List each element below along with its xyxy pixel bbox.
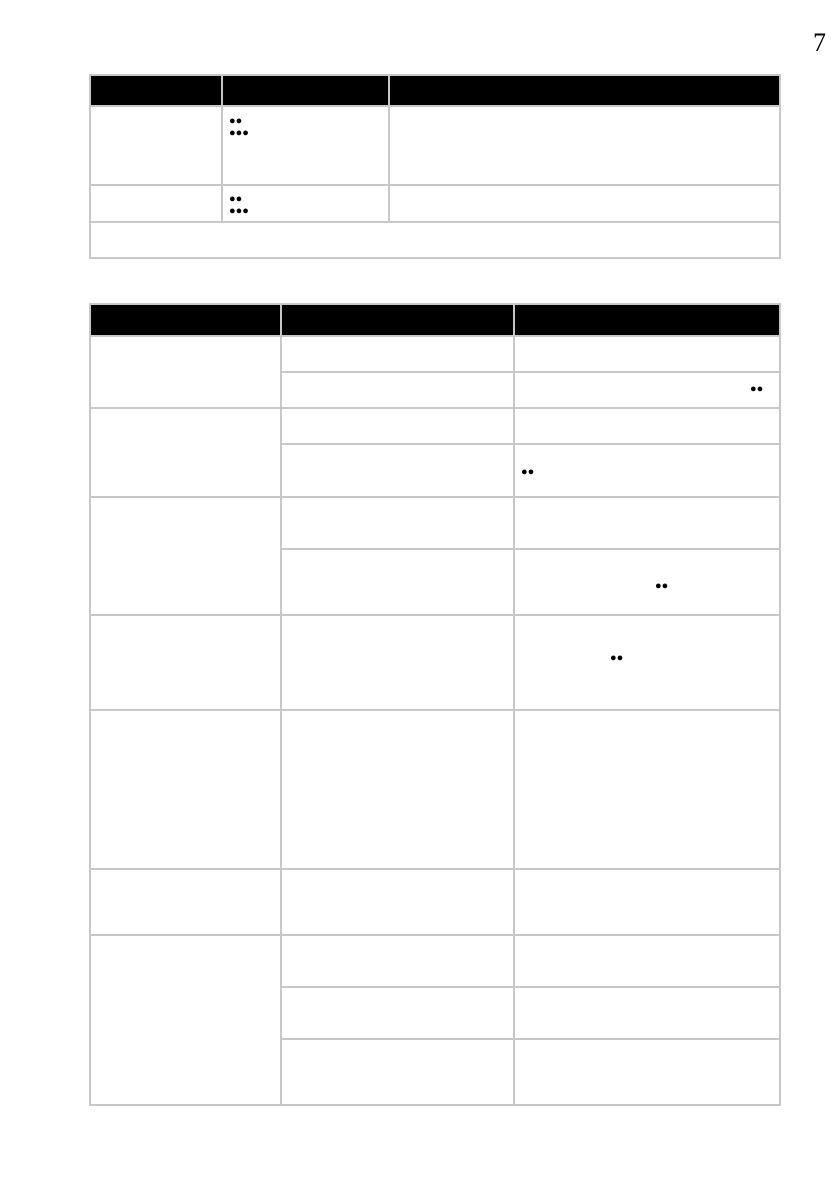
table-cell — [514, 408, 780, 444]
table-header-cell — [222, 75, 389, 106]
table-cell — [514, 615, 780, 710]
table-cell — [389, 185, 780, 222]
table-cell — [90, 615, 281, 710]
table-cell — [514, 710, 780, 869]
table-row — [90, 615, 780, 710]
table-cell — [90, 869, 281, 935]
table-cell — [514, 444, 780, 497]
table-cell — [281, 444, 514, 497]
two-dots-icon: ●● — [610, 652, 624, 664]
table-cell — [281, 615, 514, 710]
table-cell — [281, 549, 514, 615]
table-cell — [514, 372, 780, 408]
table-row — [90, 710, 780, 869]
table-row — [90, 869, 780, 935]
table-cell — [281, 710, 514, 869]
table-cell — [514, 336, 780, 372]
table-cell — [222, 106, 389, 185]
table-row — [90, 106, 780, 185]
table-header-cell — [281, 304, 514, 336]
table-cell — [90, 710, 281, 869]
table-row — [90, 497, 780, 549]
table-header-cell — [514, 304, 780, 336]
table-cell — [90, 497, 281, 615]
table-header-cell — [389, 75, 780, 106]
table-cell — [90, 935, 281, 1105]
table-header-cell — [90, 304, 281, 336]
table-footer-cell — [90, 222, 780, 258]
table-cell — [514, 935, 780, 987]
table-header-cell — [90, 75, 222, 106]
table-row — [90, 222, 780, 258]
table-row — [90, 185, 780, 222]
table-cell — [514, 1039, 780, 1105]
three-dots-icon: ●●● — [229, 127, 249, 139]
table-cell — [281, 1039, 514, 1105]
table-cell — [514, 869, 780, 935]
table-cell — [90, 408, 281, 497]
table-cell — [90, 185, 222, 222]
two-dots-icon: ●● — [750, 383, 764, 395]
details-table — [89, 303, 781, 1106]
table-cell — [281, 372, 514, 408]
two-dots-icon: ●● — [521, 466, 535, 478]
table-cell — [389, 106, 780, 185]
table-cell — [281, 497, 514, 549]
table-row — [90, 935, 780, 987]
table-cell — [281, 987, 514, 1039]
table-row — [90, 336, 780, 372]
table-cell — [281, 336, 514, 372]
two-dots-icon: ●● — [229, 115, 243, 127]
table-cell — [90, 336, 281, 408]
three-dots-icon: ●●● — [229, 205, 249, 217]
page-number: 7 — [813, 28, 826, 57]
two-dots-icon: ●● — [655, 580, 669, 592]
table-cell — [514, 987, 780, 1039]
indicator-table — [89, 74, 781, 259]
table-cell — [281, 935, 514, 987]
table-cell — [281, 869, 514, 935]
table-cell — [222, 185, 389, 222]
table-row — [90, 408, 780, 444]
table-cell — [514, 497, 780, 549]
table-cell — [281, 408, 514, 444]
table-cell — [514, 549, 780, 615]
table-cell — [90, 106, 222, 185]
two-dots-icon: ●● — [229, 193, 243, 205]
